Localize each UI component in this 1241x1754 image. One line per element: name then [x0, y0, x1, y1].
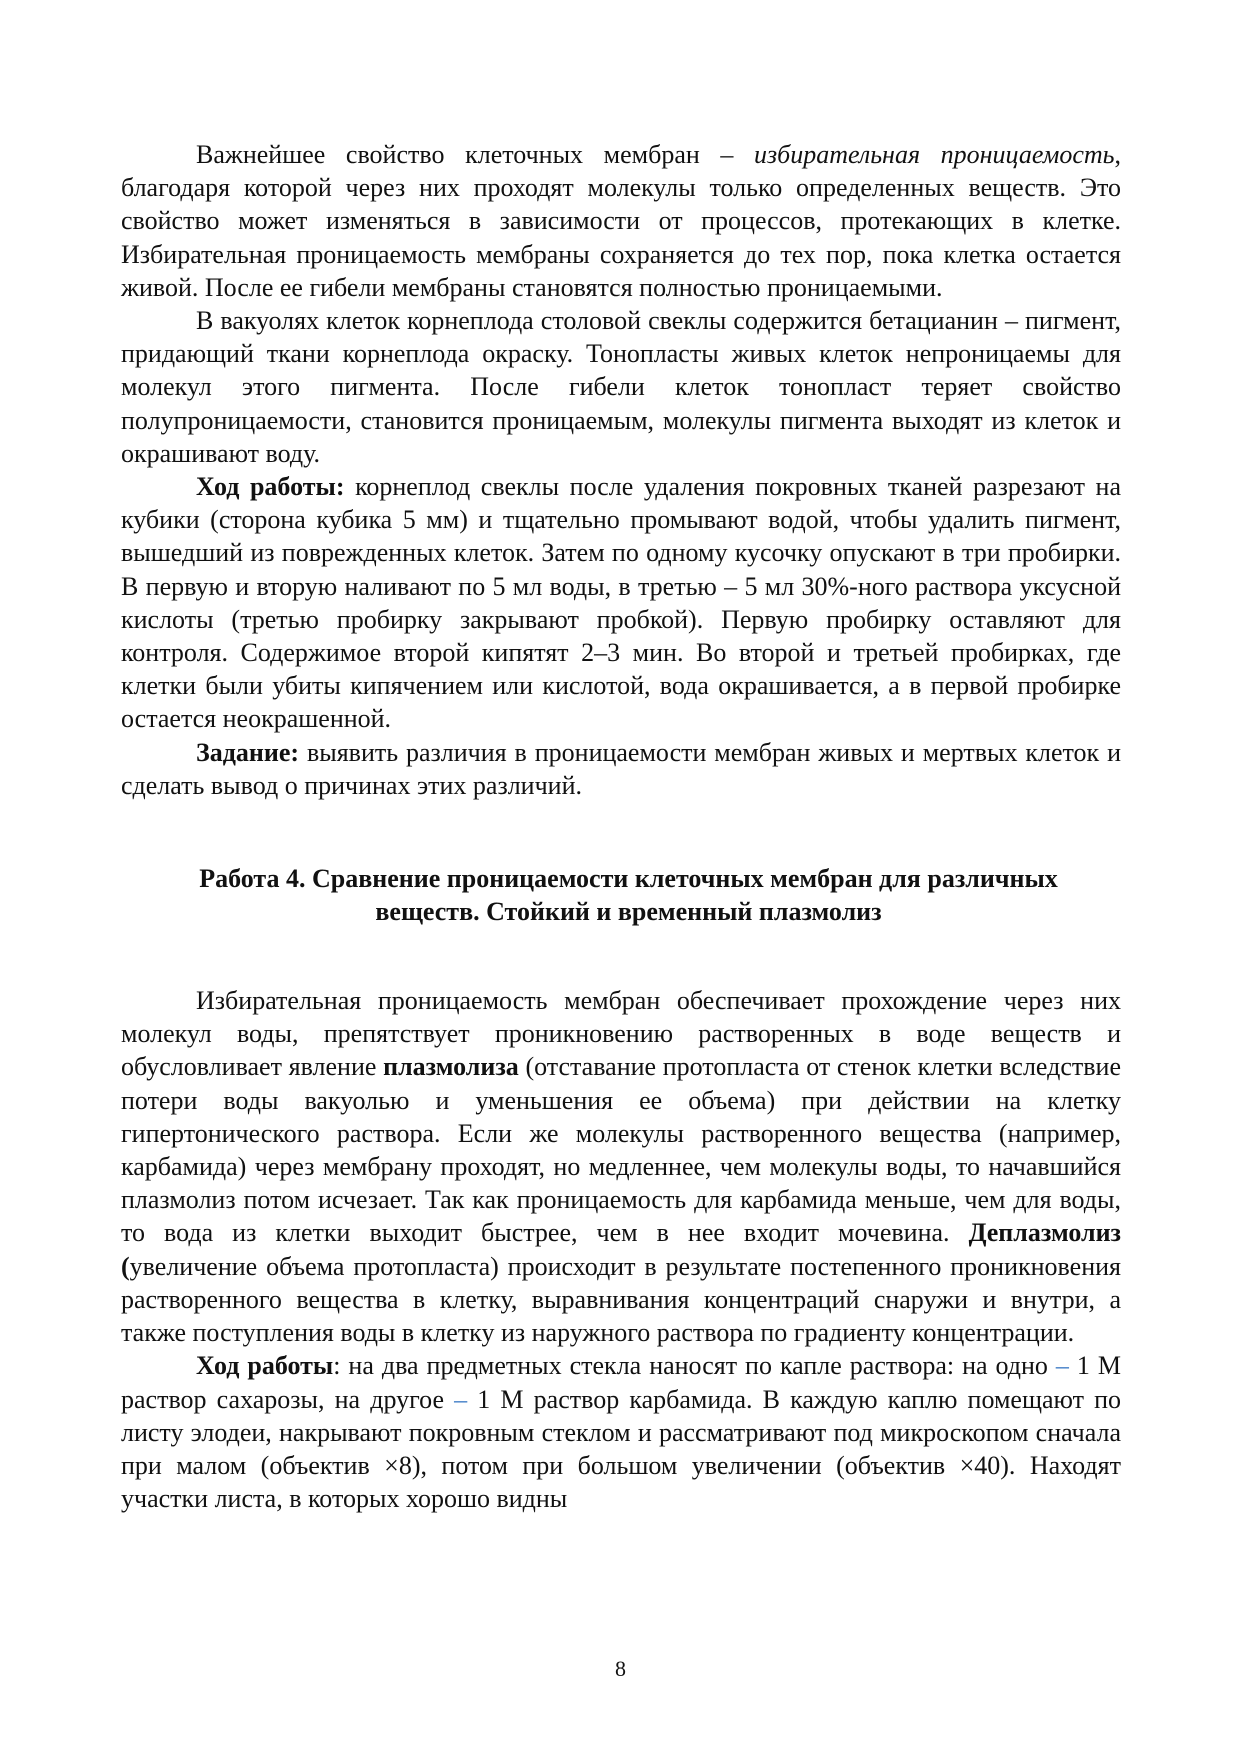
section-heading-work-4: Работа 4. Сравнение проницаемости клеточных мембран для различных веществ. Стойкий и временный плазмолиз: [199, 864, 1058, 927]
paragraph-text: Избирательная проницаемость мембран обеспечивает прохождение через них молекул воды, препятствует проникновению растворенных в воде веществ и обусловливает явление: [121, 986, 1121, 1082]
paragraph-text: (отставание протопласта от стенок клетки вследствие потери воды вакуолью и уменьшения ее объема) при действии на клетку гипертонического раствора. Если же молекулы растворенного вещества (например, карбамида) через мембрану проходят, но медленнее, чем молекулы воды, то начавшийся плазмолиз потом исчезает. Так как проницаемость для карбамида меньше, чем для воды, то вода из клетки выходит быстрее, чем в нее входит мочевина.: [121, 1052, 1121, 1248]
paragraph-procedure-elodea: [121, 1349, 1121, 1515]
paragraph-procedure-beet: [121, 470, 1121, 736]
paragraph-text: корнеплод свеклы после удаления покровных тканей разрезают на кубики (сторона кубика 5 мм) и тщательно промывают водой, чтобы удалить пигмент, вышедший из поврежденных клеток. Затем по одному кусочку опускают в три пробирки. В первую и вторую наливают по 5 мл воды, в третью – 5 мл 30%-ного раствора уксусной кислоты (третью пробирку закрывают пробкой). Первую пробирку оставляют для контроля. Содержимое второй кипятят 2–3 мин. Во второй и третьей пробирках, где клетки были убиты кипячением или кислотой, вода окрашивается, а в первой пробирке остается неокрашенной.: [121, 472, 1122, 734]
paragraph-text: В вакуолях клеток корнеплода столовой свеклы содержится бетацианин – пигмент, придающий ткани корнеплода окраску. Тонопласты живых клеток непроницаемы для молекул этого пигмента. После гибели клеток тонопласт теряет свойство полупроницаемости, становится проницаемым, молекулы пигмента выходят из клеток и окрашивают воду.: [121, 306, 1121, 468]
paragraph-plasmolysis: [121, 984, 1121, 1349]
paragraph-text: , благодаря которой через них проходят молекулы только определенных веществ. Это свойство может изменяться в зависимости от процессов, протекающих в клетке. Избирательная проницаемость мембраны сохраняется до тех пор, пока клетка остается живой. После ее гибели мембраны становятся полностью проницаемыми.: [121, 140, 1121, 302]
bold-term: Деплазмолиз (: [121, 1218, 1121, 1281]
paragraph-text: : на два предметных стекла наносят по капле раствора: на одно: [333, 1351, 1056, 1381]
bold-label: Ход работы:: [196, 472, 345, 502]
bold-label: Задание:: [196, 737, 300, 767]
italic-term: избирательная проницаемость: [753, 140, 1115, 169]
paragraph-text: увеличение объема протопласта) происходит в результате постепенного проникновения растворенного вещества в клетку, выравнивания концентраций снаружи и внутри, а также поступления воды в клетку из наружного раствора по градиенту концентрации.: [121, 1251, 1121, 1348]
paragraph-text: выявить различия в проницаемости мембран живых и мертвых клеток и сделать вывод о причинах этих различий.: [121, 737, 1121, 800]
document-page: [121, 138, 1121, 1515]
paragraph-membrane-permeability: [121, 138, 1121, 304]
dash: –: [454, 1384, 468, 1414]
page-number: 8: [615, 1656, 626, 1681]
bold-term: плазмолиза: [383, 1052, 519, 1082]
dash: –: [1055, 1351, 1069, 1381]
paragraph-text: Важнейшее свойство клеточных мембран –: [196, 140, 754, 169]
paragraph-task: [121, 736, 1121, 802]
paragraph-text: 1 М раствор сахарозы, на другое: [121, 1351, 1121, 1414]
paragraph-betacyanin: [121, 304, 1121, 470]
paragraph-text: 1 М раствор карбамида. В каждую каплю помещают по листу элодеи, накрывают покровным стеклом и рассматривают под микроскопом сначала при малом (объектив ×8), потом при большом увеличении (объектив ×40). Находят участки листа, в которых хорошо видны: [121, 1384, 1122, 1514]
bold-label: Ход работы: [196, 1351, 334, 1381]
